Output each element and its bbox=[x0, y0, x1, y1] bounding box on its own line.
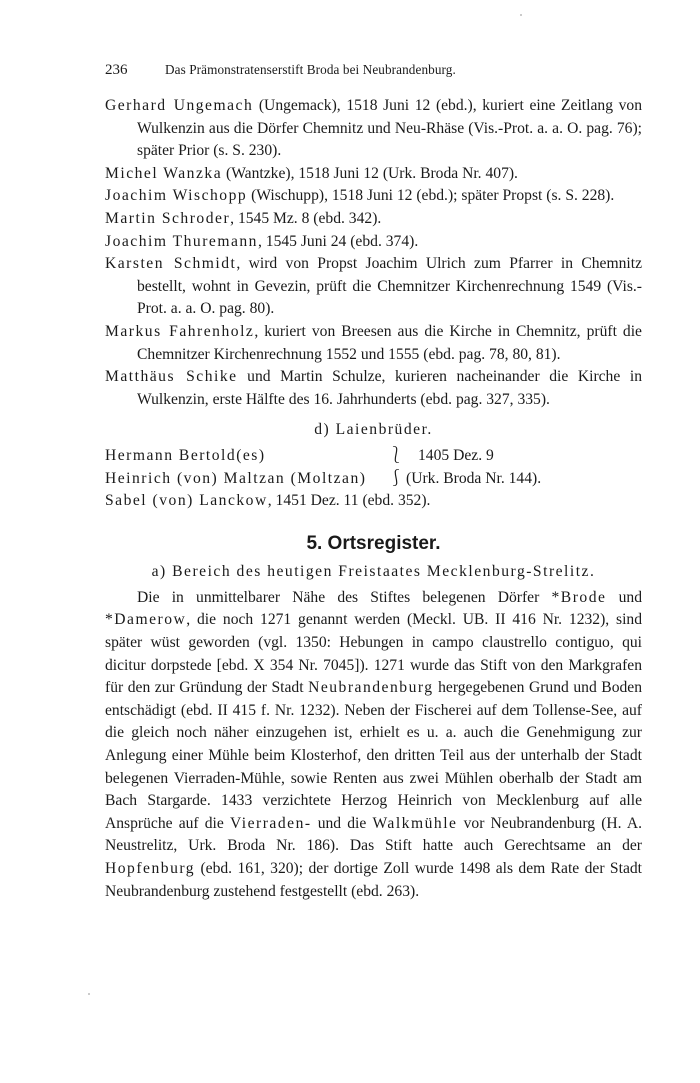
paragraph-text: vor Neubrandenburg (H. A. Neustrelitz, Urk. Broda Nr. 186). Das Stift hatte auch Gerechtsame an der bbox=[105, 814, 642, 855]
place-name: Hopfenburg bbox=[105, 860, 196, 877]
list-item bbox=[105, 253, 642, 321]
laienbrueder-name-text: Heinrich (von) Maltzan (Moltzan) bbox=[105, 469, 367, 487]
scan-speck bbox=[520, 14, 522, 16]
brace-mark: ⎰ bbox=[388, 469, 405, 487]
laienbrueder-name: Sabel (von) Lanckow bbox=[105, 492, 268, 510]
list-item bbox=[105, 366, 642, 411]
laienbrueder-heading: d) Laienbrüder. bbox=[314, 421, 433, 439]
place-name: Vierraden- bbox=[229, 814, 312, 832]
paragraph-text: und die bbox=[311, 814, 373, 832]
scan-speck bbox=[88, 993, 90, 995]
paragraph-text: hergegebenen Grund und Boden entschädigt (ebd. II 415 f. Nr. 1232). Neben der Fischerei auf dem Tollense-See, auf die gleich noch näher einzugehen ist, erhielt es u. a. auch die Genehmigung zur Anlegung einer Mühle beim Klosterhof, den dritten Teil aus der unterhalb der Stadt belegenen Vierraden-Mühle, sowie Renten aus zwei Mühlen oberhalb der Stadt am Bach Stargarde. 1433 verzichtete Herzog Heinrich von Mecklenburg auf alle Ansprüche auf die bbox=[105, 679, 643, 832]
entry-text: , 1545 Juni 24 (ebd. 374). bbox=[257, 232, 419, 250]
laienbrueder-row bbox=[105, 468, 642, 491]
entry-text: (Ungemack), 1518 Juni 12 (ebd.), kuriert eine Zeitlang von Wulkenzin aus die Dörfer Chemnitz und Neu-Rhäse (Vis.-Prot. a. a. O. pag. 76); später Prior (s. S. 230). bbox=[137, 97, 642, 160]
place-name: *Brode bbox=[551, 588, 607, 606]
document-page bbox=[105, 62, 642, 903]
person-name: Matthäus Schike bbox=[105, 368, 238, 386]
section-subtitle: a) Bereich des heutigen Freistaates Mecklenburg-Strelitz. bbox=[151, 563, 596, 581]
entry-text: (Wischupp), 1518 Juni 12 (ebd.); später Propst (s. S. 228). bbox=[247, 187, 615, 205]
running-title: Das Prämonstratenserstift Broda bei Neubrandenburg. bbox=[165, 62, 456, 77]
person-name: Markus Fahrenholz bbox=[105, 322, 255, 340]
laienbrueder-info: , 1451 Dez. 11 (ebd. 352). bbox=[267, 492, 431, 510]
list-item bbox=[105, 321, 642, 366]
entry-text: , 1545 Mz. 8 (ebd. 342). bbox=[230, 209, 382, 227]
list-item bbox=[105, 163, 642, 186]
laienbrueder-row bbox=[105, 445, 642, 468]
entry-text: (Wantzke), 1518 Juni 12 (Urk. Broda Nr. 407). bbox=[222, 164, 518, 182]
entry-text: und Martin Schulze, kurieren nacheinander die Kirche in Wulkenzin, erste Hälfte des 16. Jahrhunderts (ebd. pag. 327, 335). bbox=[137, 368, 642, 408]
person-name: Martin Schroder bbox=[105, 209, 231, 227]
laienbrueder-row bbox=[105, 490, 642, 513]
person-name: Michel Wanzka bbox=[105, 164, 223, 182]
place-name: Walkmühle bbox=[372, 814, 458, 832]
laienbrueder-info: (Urk. Broda Nr. 144). bbox=[406, 469, 542, 487]
laienbrueder-list bbox=[105, 445, 642, 513]
list-item bbox=[105, 95, 642, 163]
page-number: 236 bbox=[105, 62, 128, 78]
canon-list bbox=[105, 95, 642, 411]
person-name: Karsten Schmidt bbox=[105, 255, 237, 273]
laienbrueder-info: 1405 Dez. 9 bbox=[418, 446, 494, 464]
list-item bbox=[105, 208, 642, 231]
place-name: *Damerow bbox=[105, 611, 187, 629]
paragraph-text: , die noch 1271 genannt werden (Meckl. UB. II 416 Nr. 1232), sind später wüst geworden (vgl. 1350: Hebungen in campo claustrello contiguo, qui dicitur dorpstede [ebd. X 354 Nr. 7045]). 1271 wurde das Stift von den Markgrafen für den zur Gründung der Stadt bbox=[105, 611, 642, 697]
list-item bbox=[105, 185, 642, 208]
place-name: Neubrandenburg bbox=[308, 679, 434, 697]
document-body bbox=[105, 95, 642, 903]
page-header bbox=[105, 62, 642, 79]
section-paragraph bbox=[105, 587, 642, 903]
section-title: 5. Ortsregister. bbox=[306, 532, 441, 554]
person-name: Gerhard Ungemach bbox=[105, 97, 254, 114]
paragraph-text: und bbox=[606, 588, 642, 606]
paragraph-text: (ebd. 161, 320); der dortige Zoll wurde 1498 als dem Rate der Stadt Neubrandenburg zustehend festgestellt (ebd. 263). bbox=[105, 860, 642, 900]
person-name: Joachim Wischopp bbox=[105, 187, 248, 205]
paragraph-text: Die in unmittelbarer Nähe des Stiftes belegenen Dörfer bbox=[137, 588, 552, 606]
laienbrueder-name: Hermann Bertold(es) bbox=[105, 446, 266, 464]
entry-text: , wird von Propst Joachim Ulrich zum Pfarrer in Chemnitz bestellt, wohnt in Gevezin, prüft die Chemnitzer Kirchenrechnung 1549 (Vis.-Prot. a. a. O. pag. 80). bbox=[137, 255, 642, 318]
list-item bbox=[105, 231, 642, 254]
brace-mark: ⎱ bbox=[388, 446, 405, 464]
person-name: Joachim Thuremann bbox=[105, 232, 258, 250]
laienbrueder-name bbox=[105, 468, 388, 491]
entry-text: , kuriert von Breesen aus die Kirche in Chemnitz, prüft die Chemnitzer Kirchenrechnung 1552 und 1555 (ebd. pag. 78, 80, 81). bbox=[137, 322, 642, 363]
